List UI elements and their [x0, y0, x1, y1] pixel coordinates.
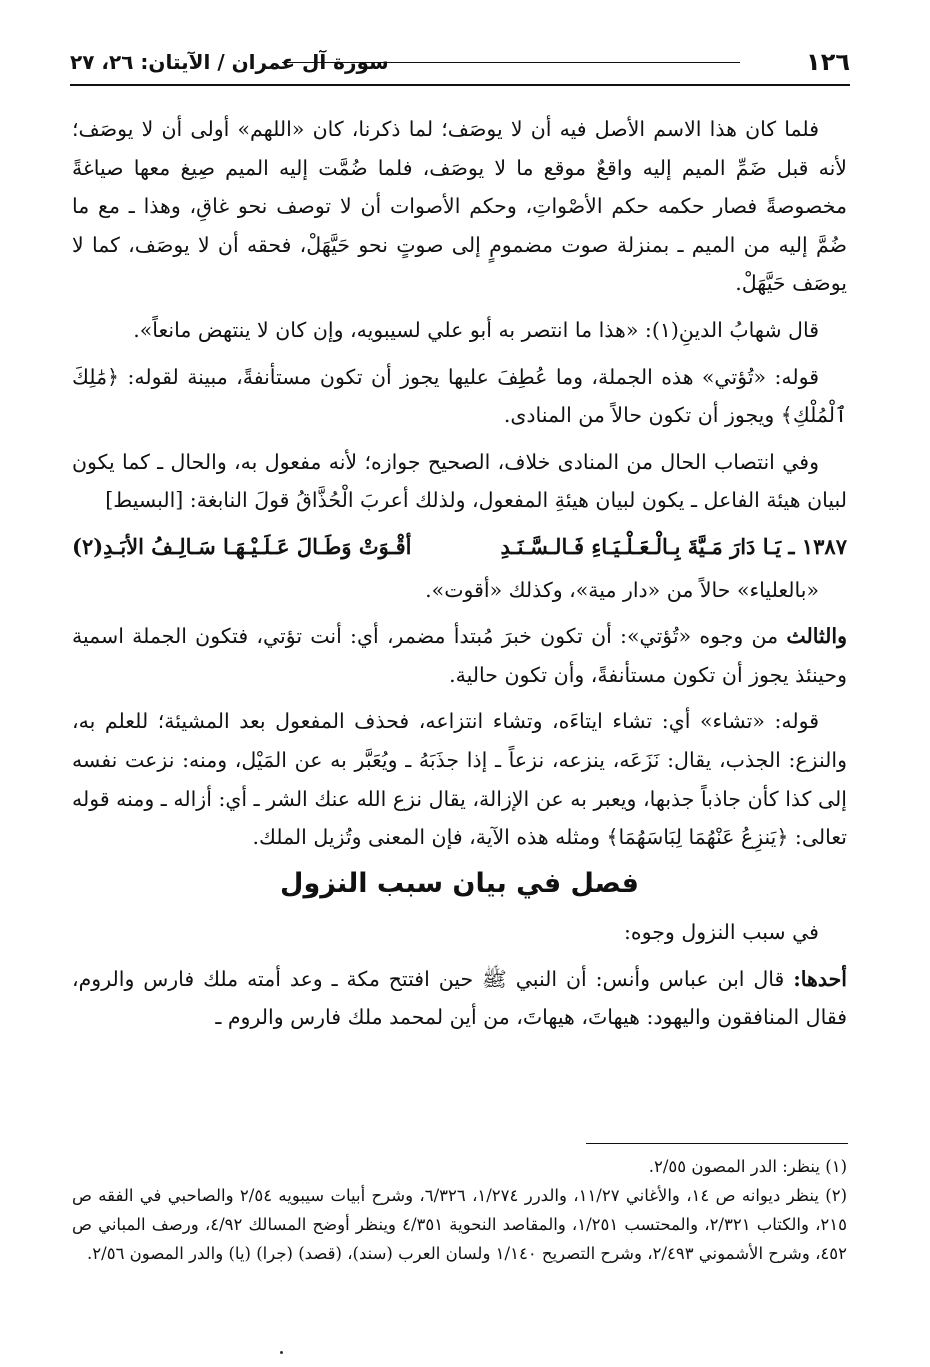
paragraph: قوله: «تشاء» أي: تشاء ايتاءَه، وتشاء انتزاعه، فحذف المفعول بعد المشيئة؛ للعلم به، والنزع: الجذب، يقال: نَزَعَه، ينزعه، نزعاً ـ إذا جذَبَهُ ـ ويُعَبَّر به عن المَيْل، ومنه: نزعت نفسه إلى كذا كأن جاذباً جذبها، ويعبر به عن الإزالة، يقال نزع الله عنك الشر ـ أي: أزاله ـ ومنه قوله تعالى: ﴿يَنزِعُ عَنْهُمَا لِبَاسَهُمَا﴾ ومثله هذه الآية، فإن المعنى وتُزيل الملك.	[72, 709, 847, 850]
verse-first-half: ١٣٨٧ ـ يَـا دَارَ مَـيَّةَ بِـالْـعَـلْـيَـاءِ فَـالـسَّـنَـدِ	[500, 533, 847, 559]
scan-speck	[280, 1351, 283, 1354]
page-header	[70, 40, 850, 84]
third-label: والثالث	[786, 624, 847, 649]
paragraph: «بالعلياء» حالاً من «دار مية»، وكذلك «أقوت».	[425, 577, 819, 602]
verse-second-half: أقْـوَتْ وَطَـالَ عَـلَـيْـهَـا سَـالِـفُ الأبَـدِ(٢)	[72, 533, 412, 559]
footnote: (٢) ينظر ديوانه ص ١٤، والأغاني ١١/٢٧، والدرر ١/٢٧٤، ٦/٣٢٦، وشرح أبيات سيبويه ٢/٥٤ والصاحبي في الفقه ص ٢١٥، والكتاب ٢/٣٢١، والمحتسب ١/٢٥١، والمقاصد النحوية ٤/٣٥١ وينظر أوضح المسالك ٤/٩٢، ورصف المباني ص ٤٥٢، وشرح الأشموني ٢/٤٩٣، وشرح التصريح ١/١٤٠ ولسان العرب (سند)، (قصد) (جرا) (يا) والدر المصون ٢/٥٦.	[72, 1186, 847, 1263]
paragraph: في سبب النزول وجوه:	[624, 920, 819, 945]
page-number: ١٢٦	[806, 48, 850, 76]
first-text: قال ابن عباس وأنس: أن النبي ﷺ حين افتتح مكة ـ وعد أمته ملك فارس والروم، فقال المنافقون واليهود: هيهاتَ، هيهاتَ، من أين لمحمد ملك فارس والروم ـ	[72, 966, 847, 1030]
header-dash-line	[282, 62, 740, 63]
third-text: من وجوه «تُؤتي»: أن تكون خبرَ مُبتدأ مضمر، أي: أنت تؤتي، فتكون الجملة اسمية وحينئذ يجوز أن تكون مستأنفةً، وأن تكون حالية.	[72, 624, 847, 687]
footnote: (١) ينظر: الدر المصون ٢/٥٥.	[648, 1157, 847, 1176]
header-rule	[70, 84, 850, 86]
first-label: أحدها:	[793, 966, 847, 991]
paragraph: قوله: «تُؤتي» هذه الجملة، وما عُطِفَ عليها يجوز أن تكون مستأنفةً، مبينة لقوله: ﴿مَٰلِكَ ٱلْمُلْكِ﴾ ويجوز أن تكون حالاً من المنادى.	[72, 364, 847, 428]
paragraph-first-aspect	[72, 960, 847, 1037]
section-heading: فصل في بيان سبب النزول	[280, 867, 639, 899]
running-title: سورة آل عمران / الآيتان: ٢٦، ٢٧	[70, 50, 389, 74]
footnotes	[72, 1152, 847, 1268]
poetry-verse	[72, 528, 847, 567]
main-text	[72, 110, 847, 1045]
paragraph: فلما كان هذا الاسم الأصل فيه أن لا يوصَف؛ لما ذكرنا، كان «اللهم» أولى أن لا يوصَف؛ لأنه قبل ضَمِّ الميم إليه واقعٌ موقع ما لا يوصَف، فلما ضُمَّت إليه الميم صِيغ معها صياغةً مخصوصةً فصار حكمه حكم الأصْواتِ، وحكم الأصوات أن لا توصف نحو غاقِ، وهذا ـ مع ما ضُمَّ إليه من الميم ـ بمنزلة صوت مضمومٍ إلى صوتٍ نحو حَيَّهَلْ، فحقه أن لا يوصَف، كما لا يوصَف حَيَّهَلْ.	[72, 117, 847, 296]
paragraph: قال شهابُ الدينِ(١): «هذا ما انتصر به أبو علي لسيبويه، وإن كان لا ينتهض مانعاً».	[133, 317, 819, 342]
footnote-rule	[586, 1143, 848, 1144]
paragraph: وفي انتصاب الحال من المنادى خلاف، الصحيح جوازه؛ لأنه مفعول به، والحال ـ كما يكون لبيان هيئة الفاعل ـ يكون لبيان هيئةِ المفعول، ولذلك أعربَ الْحُذَّاقُ قولَ النابغة: [البسيط]	[72, 449, 847, 513]
paragraph-third-aspect	[72, 617, 847, 694]
